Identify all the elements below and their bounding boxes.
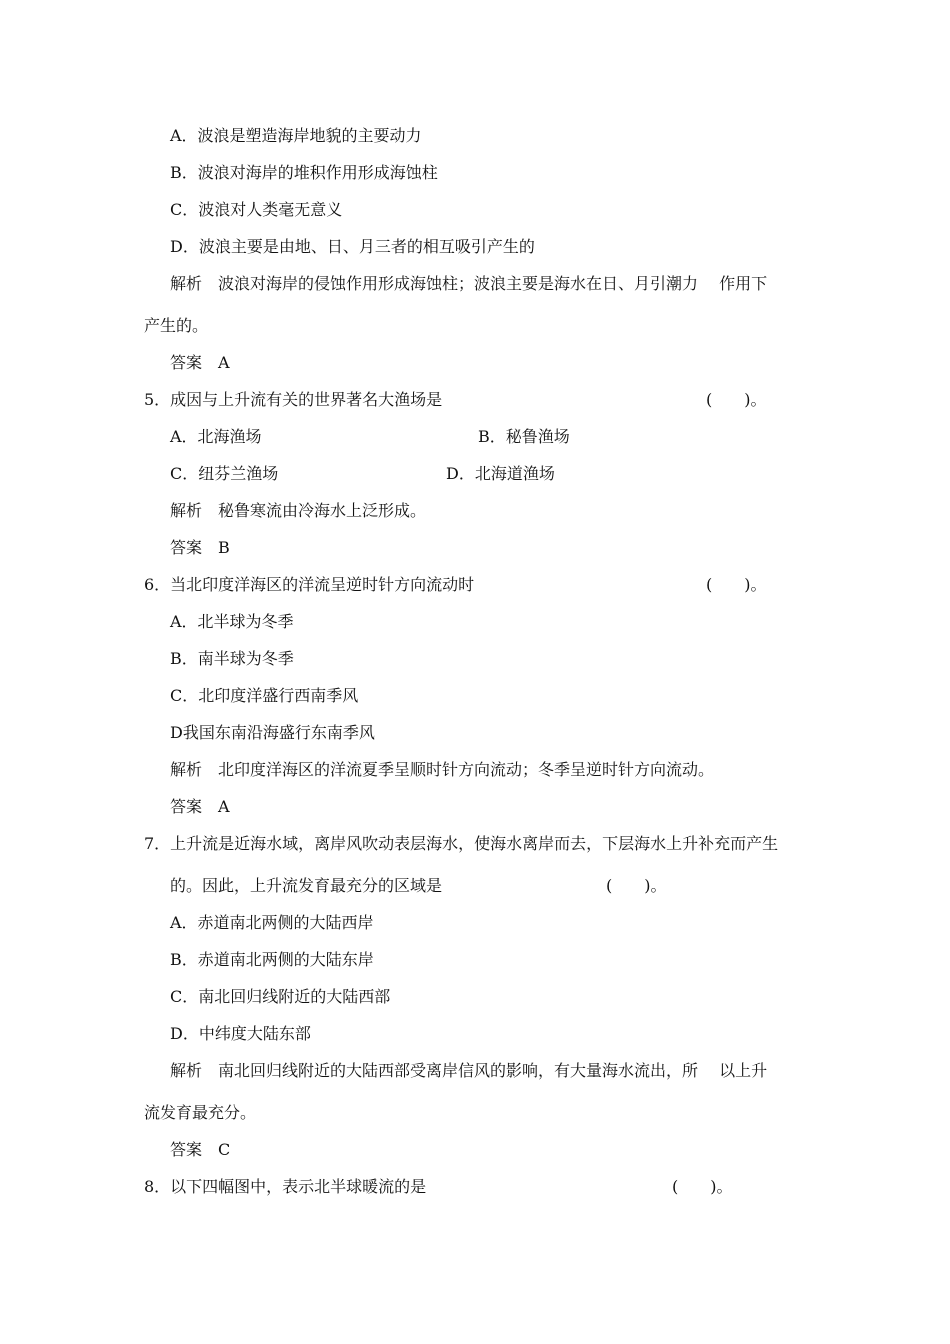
q6-option-b: B．南半球为冬季 (170, 649, 294, 668)
q4-option-b: B．波浪对海岸的堆积作用形成海蚀柱 (170, 163, 438, 182)
q6-analysis: 解析 北印度洋海区的洋流夏季呈顺时针方向流动；冬季呈逆时针方向流动。 (170, 760, 715, 779)
q6-option-a: A．北半球为冬季 (170, 612, 294, 631)
q7-option-a: A．赤道南北两侧的大陆西岸 (170, 913, 374, 932)
q7-analysis-line1: 解析 南北回归线附近的大陆西部受离岸信风的影响，有大量海水流出，所 以上升 (170, 1061, 768, 1080)
q5-option-c: C．纽芬兰渔场 (170, 464, 279, 483)
q7-answer-bracket: ( )。 (606, 876, 667, 895)
q8-answer-bracket: ( )。 (672, 1177, 733, 1196)
q4-analysis-line1: 解析 波浪对海岸的侵蚀作用形成海蚀柱；波浪主要是海水在日、月引潮力 作用下 (170, 274, 768, 293)
q7-analysis-line2: 流发育最充分。 (144, 1103, 257, 1122)
q5-answer-bracket: ( )。 (706, 390, 767, 409)
q7-option-d: D．中纬度大陆东部 (170, 1024, 311, 1043)
q5-option-a: A．北海渔场 (170, 427, 262, 446)
q6-option-c: C．北印度洋盛行西南季风 (170, 686, 359, 705)
q8-stem: 8．以下四幅图中，表示北半球暖流的是 (144, 1177, 427, 1196)
q7-option-b: B．赤道南北两侧的大陆东岸 (170, 950, 374, 969)
q6-answer-bracket: ( )。 (706, 575, 767, 594)
q6-answer: 答案 A (170, 797, 230, 816)
q7-answer: 答案 C (170, 1140, 231, 1159)
q5-option-d: D．北海道渔场 (446, 464, 555, 483)
q4-analysis-line2: 产生的。 (144, 316, 209, 335)
q4-option-c: C．波浪对人类毫无意义 (170, 200, 343, 219)
q4-option-a: A．波浪是塑造海岸地貌的主要动力 (170, 126, 422, 145)
q5-stem: 5．成因与上升流有关的世界著名大渔场是 (144, 390, 443, 409)
q5-option-b: B．秘鲁渔场 (478, 427, 570, 446)
q5-analysis: 解析 秘鲁寒流由冷海水上泛形成。 (170, 501, 427, 520)
q4-option-d: D．波浪主要是由地、日、月三者的相互吸引产生的 (170, 237, 535, 256)
q7-stem-line1: 7．上升流是近海水域，离岸风吹动表层海水，使海水离岸而去，下层海水上升补充而产生 (144, 834, 779, 853)
q4-answer: 答案 A (170, 353, 230, 372)
q6-option-d: D我国东南沿海盛行东南季风 (170, 723, 375, 742)
q5-answer: 答案 B (170, 538, 230, 557)
q6-stem: 6．当北印度洋海区的洋流呈逆时针方向流动时 (144, 575, 475, 594)
q7-option-c: C．南北回归线附近的大陆西部 (170, 987, 391, 1006)
q7-stem-line2: 的。因此，上升流发育最充分的区域是 (170, 876, 443, 895)
